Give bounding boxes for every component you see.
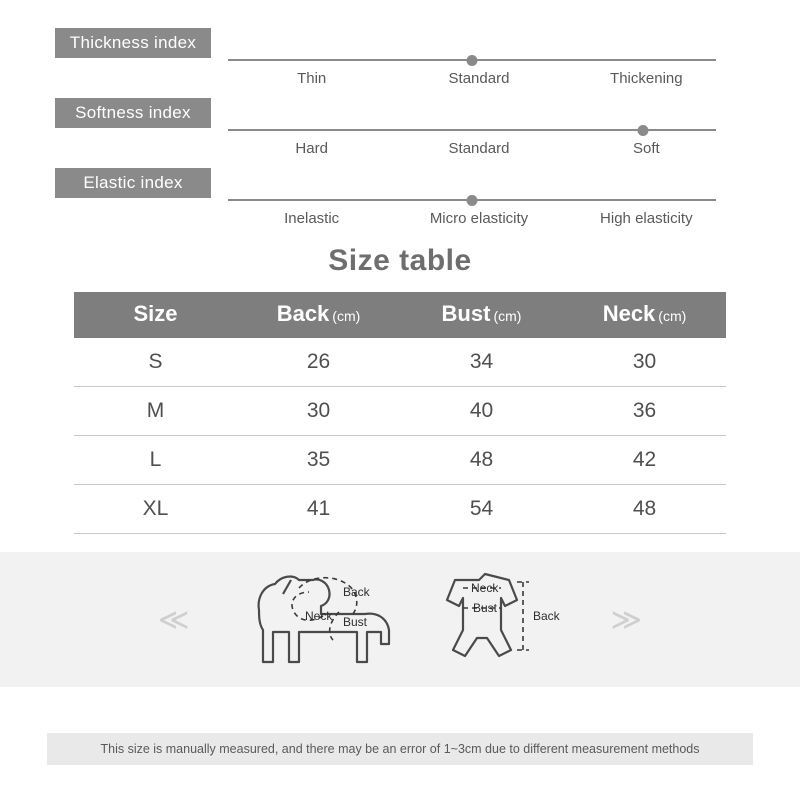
index-label-standard-soft: Standard: [448, 140, 510, 157]
index-section: [0, 0, 800, 238]
index-track-softness: [228, 129, 716, 131]
table-row: [74, 387, 726, 436]
index-row-thickness: [0, 28, 800, 98]
cell-neck: 42: [563, 436, 726, 485]
index-row-elastic: [0, 168, 800, 238]
column-header-neck-label: Neck: [602, 301, 656, 326]
table-row: [74, 338, 726, 387]
cell-back: 30: [237, 387, 400, 436]
column-header-size: [74, 292, 237, 338]
cell-size: M: [74, 387, 237, 436]
cell-bust: 40: [400, 387, 563, 436]
column-header-bust: [400, 292, 563, 338]
column-header-back-unit: (cm): [332, 308, 361, 324]
index-marker-elastic: [467, 195, 478, 206]
column-header-back: [237, 292, 400, 338]
garment-label-neck: Neck: [471, 581, 499, 595]
index-tag-elastic: Elastic index: [55, 168, 211, 198]
index-label-high-elasticity: High elasticity: [600, 210, 693, 227]
index-labels-elastic: [228, 210, 730, 227]
dog-label-bust: Bust: [343, 615, 368, 629]
index-track-thickness: [228, 59, 716, 61]
next-arrow-icon[interactable]: ≫: [610, 603, 642, 636]
dog-label-back: Back: [343, 585, 370, 599]
cell-size: L: [74, 436, 237, 485]
cell-bust: 34: [400, 338, 563, 387]
dog-label-neck: Neck: [305, 609, 333, 623]
index-marker-thickness: [467, 55, 478, 66]
index-marker-softness: [637, 125, 648, 136]
cell-size: S: [74, 338, 237, 387]
index-labels-thickness: [228, 70, 730, 87]
cell-back: 26: [237, 338, 400, 387]
cell-bust: 54: [400, 485, 563, 534]
index-row-softness: [0, 98, 800, 168]
cell-neck: 30: [563, 338, 726, 387]
garment-label-bust: Bust: [473, 601, 498, 615]
measurement-disclaimer: This size is manually measured, and there may be an error of 1~3cm due to different measurement methods: [47, 733, 753, 765]
table-row: [74, 436, 726, 485]
index-label-inelastic: Inelastic: [284, 210, 340, 227]
cell-neck: 48: [563, 485, 726, 534]
size-table-section: [0, 244, 800, 534]
column-header-neck: [563, 292, 726, 338]
garment-label-back: Back: [533, 609, 560, 623]
column-header-bust-unit: (cm): [493, 308, 522, 324]
index-track-elastic: [228, 199, 716, 201]
column-header-back-label: Back: [276, 301, 330, 326]
index-label-soft: Soft: [632, 140, 660, 157]
index-label-micro-elasticity: Micro elasticity: [429, 210, 529, 227]
cell-size: XL: [74, 485, 237, 534]
index-label-thickening: Thickening: [610, 70, 683, 87]
table-header-row: [74, 292, 726, 338]
measurement-illustration-strip: [0, 552, 800, 687]
size-table-title: Size table: [328, 244, 472, 277]
cell-back: 35: [237, 436, 400, 485]
index-tag-thickness: Thickness index: [55, 28, 211, 58]
cell-back: 41: [237, 485, 400, 534]
size-table: [74, 292, 726, 534]
cell-bust: 48: [400, 436, 563, 485]
column-header-neck-unit: (cm): [658, 308, 687, 324]
prev-arrow-icon[interactable]: ≪: [158, 603, 190, 636]
index-label-hard: Hard: [295, 140, 328, 157]
index-labels-softness: [228, 140, 730, 157]
cell-neck: 36: [563, 387, 726, 436]
table-row: [74, 485, 726, 534]
index-label-standard: Standard: [448, 70, 510, 87]
index-label-thin: Thin: [297, 70, 327, 87]
measurement-diagram: [235, 558, 565, 678]
index-tag-softness: Softness index: [55, 98, 211, 128]
column-header-bust-label: Bust: [441, 301, 491, 326]
column-header-size-label: Size: [133, 301, 178, 326]
